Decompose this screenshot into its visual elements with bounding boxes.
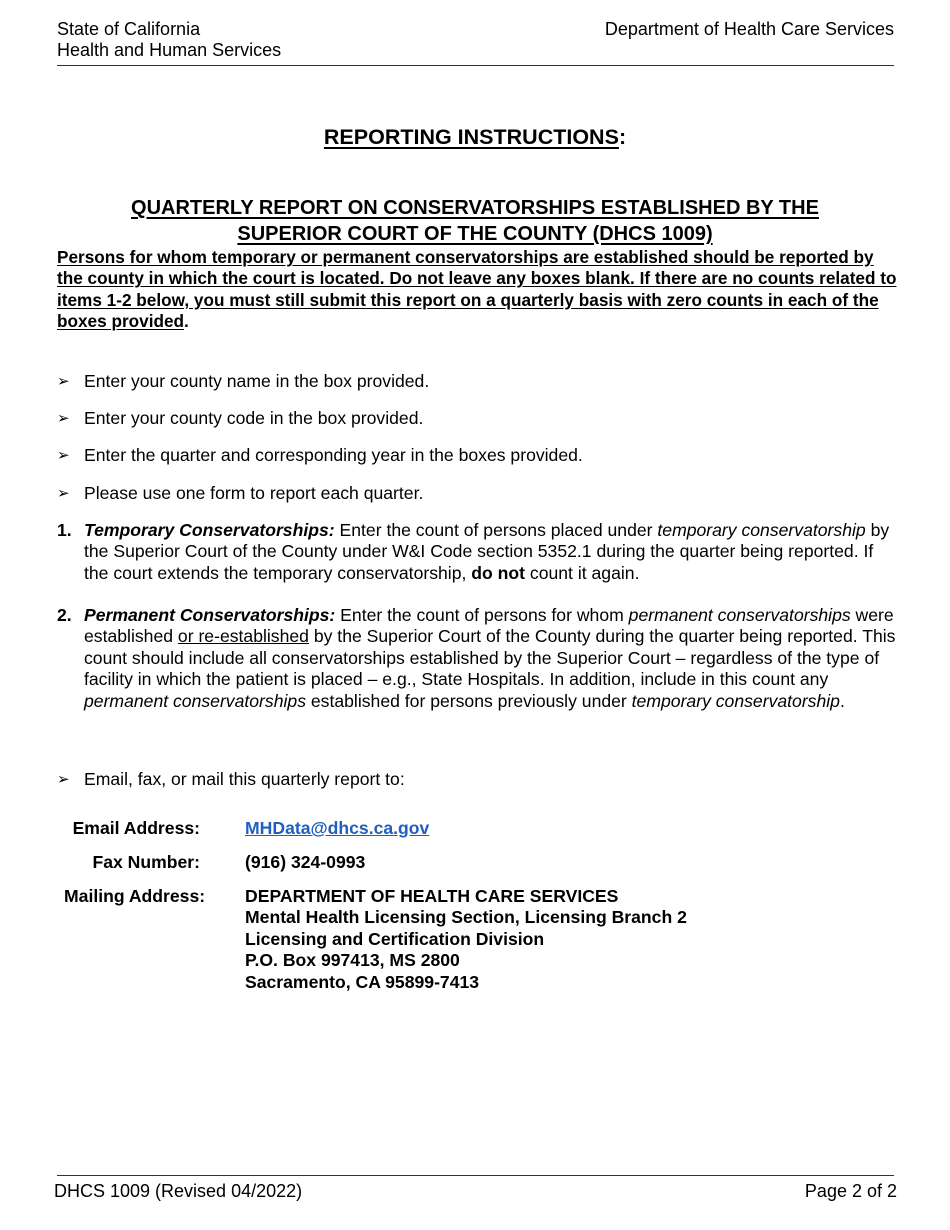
item-number: 1. [57,520,72,540]
item-temporary-conservatorships [57,520,897,584]
intro-text: Persons for whom temporary or permanent conservatorships are established should be reported by the county in which the court is located. Do not leave any boxes blank. If there are no counts related to items 1-2 below, you must still submit this report on a quarterly basis with zero counts in each of the boxes provided [57,247,897,332]
header-department: Department of Health Care Services [604,19,894,39]
page-title [0,125,950,150]
arrow-bullet-icon: ➢ [57,485,70,502]
email-link[interactable]: MHData@dhcs.ca.gov [245,818,430,838]
item-number: 2. [57,605,72,625]
header-divider [57,65,894,66]
address-line: Sacramento, CA 95899-7413 [245,971,480,992]
item-text: established for persons previously under [306,690,632,711]
item-permanent-conservatorships [57,605,897,712]
item-text: by the Superior Court of the County during the quarter being reported. This count should include all conservatorships established by the Superior Court – regardless of the type of facility in which the patient is placed – e.g., State Hospitals. In addition, include in this count any [84,626,896,690]
bullet-text: Enter your county name in the box provided. [84,371,430,391]
intro-paragraph [57,247,897,333]
arrow-bullet-icon: ➢ [57,771,70,788]
item-italic: temporary conservatorship [657,520,866,540]
header-left [57,19,281,61]
header-agency: Health and Human Services [57,40,282,60]
address-line: Mental Health Licensing Section, Licensing Branch 2 [245,907,687,928]
item-body [84,605,897,712]
bullet-one-form [57,483,897,504]
item-italic: permanent conservatorships [628,605,851,625]
item-body [84,520,897,584]
footer-divider [57,1175,894,1176]
intro-period: . [184,311,189,332]
bullet-county-name [57,371,897,392]
bullet-text: Email, fax, or mail this quarterly report to: [84,769,405,789]
arrow-bullet-icon: ➢ [57,447,70,464]
bullet-county-code [57,408,897,429]
bullet-quarter-year [57,445,897,466]
address-line: Licensing and Certification Division [245,928,545,949]
fax-number: (916) 324-0993 [245,852,366,872]
page-title-colon: : [618,125,627,149]
bullet-text: Enter your county code in the box provided. [84,408,424,428]
footer-form-id: DHCS 1009 (Revised 04/2022) [54,1181,303,1201]
header-state: State of California [57,19,201,39]
mailing-address [245,886,687,993]
page-title-text: REPORTING INSTRUCTIONS [323,125,619,149]
item-bold: do not [471,562,526,583]
item-text: were established [84,605,894,647]
report-title [80,195,870,247]
item-heading: Permanent Conservatorships: [84,605,336,625]
item-text: Enter the count of persons for whom [335,605,629,625]
item-underline: or re-established [177,626,309,647]
item-text: count it again. [525,562,640,583]
email-label: Email Address: [72,818,200,838]
arrow-bullet-icon: ➢ [57,410,70,427]
arrow-bullet-icon: ➢ [57,373,70,390]
bullet-send-report [57,769,897,790]
address-line: P.O. Box 997413, MS 2800 [245,950,460,971]
item-text: Enter the count of persons placed under [334,520,658,540]
item-italic: temporary conservatorship [631,690,840,711]
item-text: by the Superior Court of the County under W&I Code section 5352.1 during the quarter being reported. If the court extends the temporary conservatorship, [84,520,890,583]
mail-label: Mailing Address: [64,886,206,906]
item-italic: permanent conservatorships [84,690,306,711]
item-text: . [839,690,845,711]
fax-label: Fax Number: [92,852,200,872]
bullet-text: Please use one form to report each quarter. [84,483,424,503]
item-heading: Temporary Conservatorships: [84,520,335,540]
bullet-text: Enter the quarter and corresponding year in the boxes provided. [84,445,583,465]
report-title-line1: QUARTERLY REPORT ON CONSERVATORSHIPS ESTABLISHED BY THE [131,197,819,219]
footer-page-number: Page 2 of 2 [804,1181,897,1201]
report-title-line2: SUPERIOR COURT OF THE COUNTY (DHCS 1009) [237,223,713,245]
address-line: DEPARTMENT OF HEALTH CARE SERVICES [245,886,619,906]
